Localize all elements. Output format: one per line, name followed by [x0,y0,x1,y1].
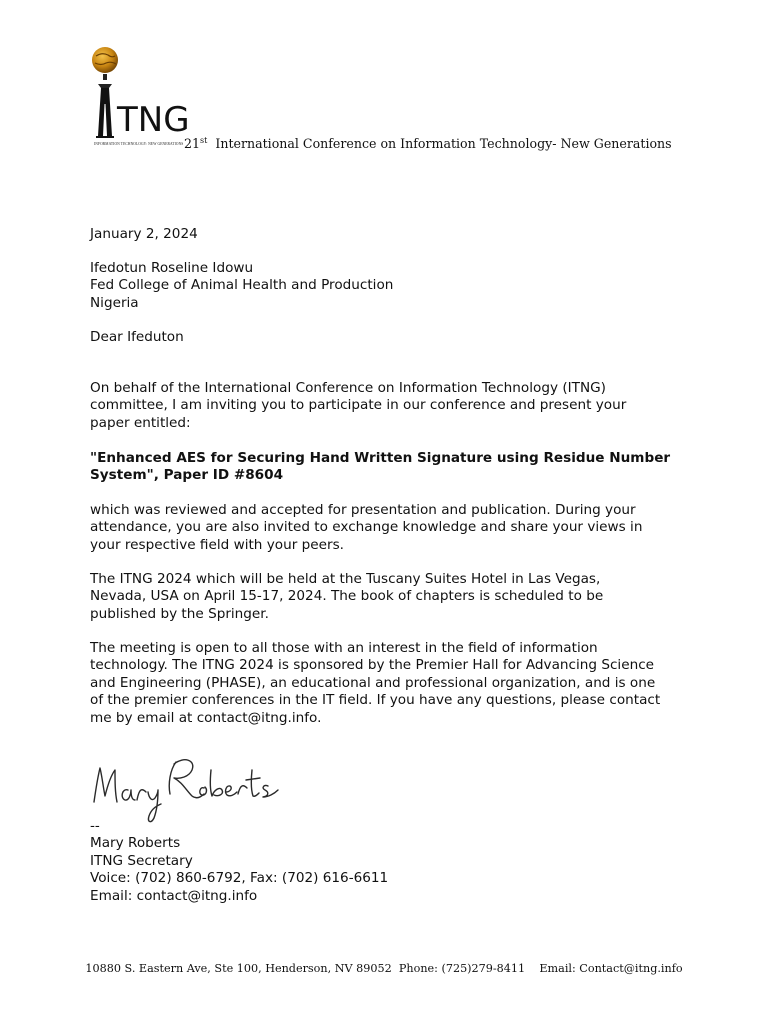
paper-title-line: System", Paper ID #8604 [90,467,284,484]
recipient-institution: Fed College of Animal Health and Production [90,277,394,294]
globe-icon [92,47,118,73]
edition-number: 21 [184,136,201,151]
signer-email: Email: contact@itng.info [90,887,258,904]
edition-suffix: st [200,136,208,145]
footer-address: 10880 S. Eastern Ave, Ste 100, Henderson, NV 89052 Phone: (725)279-8411 Email: Contact@itng.info [85,962,683,975]
accepted-paragraph [90,502,680,554]
signer-voice-fax: Voice: (702) 860-6792, Fax: (702) 616-6611 [90,870,389,887]
accepted-line: attendance, you are also invited to exchange knowledge and share your views in [90,519,643,536]
recipient-name: Ifedotun Roseline Idowu [90,260,254,276]
handwritten-signature [88,740,298,830]
accepted-line: which was reviewed and accepted for presentation and publication. During your [90,502,636,518]
intro-paragraph [90,380,680,432]
paper-title-line: "Enhanced AES for Securing Hand Written Signature using Residue Number [90,450,671,466]
salutation: Dear Ifeduton [90,329,184,345]
meeting-line: of the premier conferences in the IT field. If you have any questions, please contact [90,692,661,709]
intro-line: On behalf of the International Conference on Information Technology (ITNG) [90,380,606,396]
intro-line: paper entitled: [90,414,191,431]
signer-name: Mary Roberts [90,835,181,852]
conference-name: International Conference on Information Technology- New Generations [215,136,672,151]
logo-tagline: INFORMATION TECHNOLOGY: NEW GENERATIONS [94,142,184,146]
signature-graphic [88,740,298,830]
letter-date: January 2, 2024 [90,226,198,242]
recipient-country: Nigeria [90,294,139,311]
recipient-block [90,260,680,312]
meeting-line: me by email at contact@itng.info. [90,709,322,726]
paper-title [90,450,680,485]
venue-line: The ITNG 2024 which will be held at the Tuscany Suites Hotel in Las Vegas, [90,571,601,587]
venue-line: Nevada, USA on April 15-17, 2024. The book of chapters is scheduled to be [90,588,604,605]
conference-title [184,136,672,151]
signature-block [90,818,680,905]
intro-line: committee, I am inviting you to participate in our conference and present your [90,397,627,414]
meeting-line: technology. The ITNG 2024 is sponsored by the Premier Hall for Advancing Science [90,657,655,674]
logo-text: TNG [117,100,190,140]
venue-line: published by the Springer. [90,605,269,622]
signer-title: ITNG Secretary [90,852,193,869]
venue-paragraph [90,571,680,623]
meeting-line: and Engineering (PHASE), an educational and professional organization, and is one [90,674,656,691]
meeting-line: The meeting is open to all those with an interest in the field of information [90,640,598,656]
itng-logo [90,44,190,154]
meeting-paragraph [90,640,680,727]
accepted-line: your respective field with your peers. [90,536,344,553]
signature-separator: -- [90,818,100,834]
